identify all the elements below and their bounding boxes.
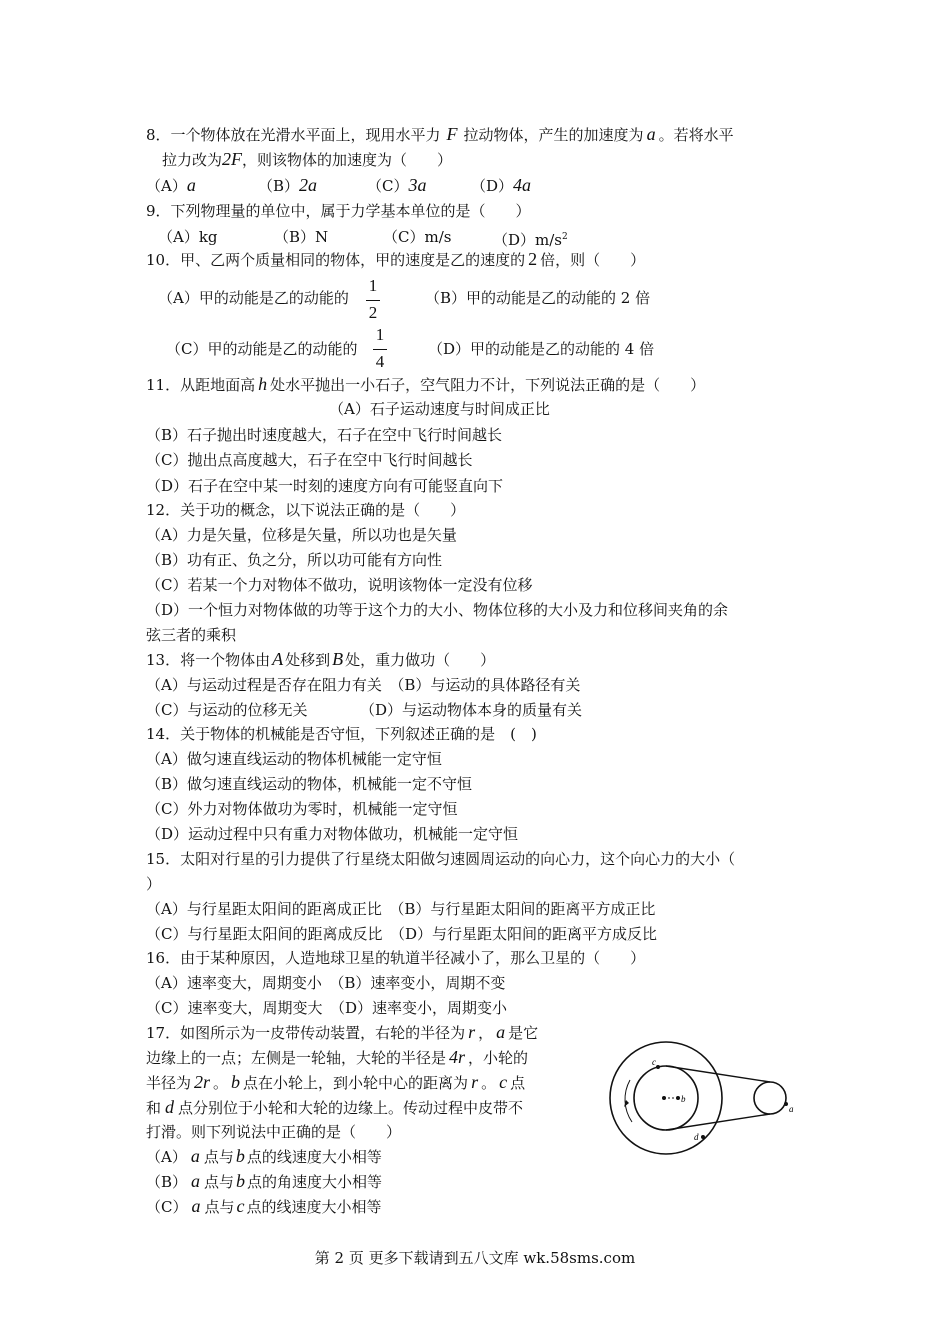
- q16-options-cd: （C）速率变大，周期变大 （D）速率变小，周期变小: [146, 999, 508, 1017]
- numerator: 1: [368, 276, 378, 295]
- q17-text: ，小轮的: [468, 1049, 529, 1067]
- q15-options-cd: （C）与行星距太阳间的距离成反比 （D）与行星距太阳间的距离平方成反比: [146, 925, 658, 943]
- option-label: （C）: [367, 177, 409, 195]
- fraction-bar: [373, 349, 387, 350]
- q17-var-b: b: [235, 1146, 245, 1166]
- q10-option-a: （A）甲的动能是乙的动能的: [158, 289, 349, 307]
- option-text: 点的角速度大小相等: [247, 1173, 383, 1191]
- belt-drive-diagram: [602, 1030, 802, 1155]
- q9-stem: 9．下列物理量的单位中，属于力学基本单位的是（ ）: [146, 202, 531, 220]
- q8-var-2F: 2F: [222, 149, 243, 169]
- q11-var-h: h: [258, 374, 268, 394]
- q9-option-a: （A）kg: [158, 228, 218, 246]
- q8-text: 。若将水平: [658, 126, 734, 144]
- q17-var-a: a: [191, 1196, 201, 1216]
- q16-options-ab: （A）速率变大，周期变小 （B）速率变小，周期不变: [146, 974, 506, 992]
- q13-text: 处，重力做功（ ）: [345, 651, 496, 669]
- q17-var-4r: 4r: [449, 1047, 466, 1067]
- q11-option-c: （C）抛出点高度越大，石子在空中飞行时间越长: [146, 451, 473, 469]
- point-a: [784, 1102, 788, 1106]
- q10-option-c: （C）甲的动能是乙的动能的: [166, 340, 358, 358]
- q17-text: ，: [478, 1024, 494, 1042]
- q17-var-r: r: [471, 1072, 479, 1092]
- q10-stem: [146, 249, 645, 270]
- q9-option-d: [493, 227, 568, 250]
- option-value: 4a: [513, 175, 532, 195]
- q12-stem: 12．关于功的概念，以下说法正确的是（ ）: [146, 501, 466, 519]
- option-label: （C）: [146, 1198, 188, 1216]
- denominator: 4: [375, 352, 385, 371]
- q8-option-a: [146, 175, 196, 196]
- q17-option-b: [146, 1171, 382, 1192]
- q17-option-c: [146, 1196, 382, 1217]
- point-c: [656, 1065, 660, 1069]
- belt-top: [666, 1066, 770, 1082]
- option-text: 点的线速度大小相等: [246, 1198, 382, 1216]
- q13-text: 13．将一个物体由: [146, 651, 271, 669]
- fraction-one-quarter: [373, 325, 387, 374]
- q8-text: ，则该物体的加速度为（ ）: [242, 151, 453, 169]
- q17-stem-line3: [146, 1072, 525, 1093]
- q17-option-a: [146, 1146, 382, 1167]
- q17-stem-line2: [146, 1047, 528, 1068]
- q14-option-b: （B）做匀速直线运动的物体，机械能一定不守恒: [146, 775, 473, 793]
- q10-num: 2: [528, 249, 538, 269]
- q13-stem: [146, 649, 495, 670]
- q17-var-d: d: [165, 1097, 175, 1117]
- q8-text: 拉力改为: [162, 151, 223, 169]
- q14-stem: 14．关于物体的机械能是否守恒，下列叙述正确的是 ( ): [146, 725, 537, 743]
- q11-option-a: （A）石子运动速度与时间成正比: [329, 400, 550, 418]
- q11-text: 11．从距地面高: [146, 376, 256, 394]
- q17-text: 边缘上的一点；左侧是一轮轴，大轮的半径是: [146, 1049, 447, 1067]
- q17-stem-line4: [146, 1097, 523, 1118]
- q11-option-d: （D）石子在空中某一时刻的速度方向有可能竖直向下: [146, 477, 504, 495]
- fraction-one-half: [366, 276, 380, 325]
- q17-stem-line1: [146, 1022, 538, 1043]
- q17-stem-line5: 打滑。则下列说法中正确的是（ ）: [146, 1123, 402, 1141]
- label-a: a: [789, 1104, 794, 1114]
- q10-text: 10．甲、乙两个质量相同的物体，甲的速度是乙的速度的: [146, 251, 526, 269]
- q8-var-a: a: [646, 124, 656, 144]
- q17-var-c: c: [236, 1196, 245, 1216]
- q13-var-A: A: [272, 649, 284, 669]
- q15-stem-line1: 15．太阳对行星的引力提供了行星绕太阳做匀速圆周运动的向心力，这个向心力的大小（: [146, 850, 736, 868]
- numerator: 1: [375, 325, 385, 344]
- q8-option-c: [367, 175, 426, 196]
- q13-text: 处移到: [285, 651, 331, 669]
- q14-option-d: （D）运动过程中只有重力对物体做功，机械能一定守恒: [146, 825, 519, 843]
- q11-stem: [146, 374, 705, 395]
- q8-stem-line2: [162, 149, 452, 170]
- q15-options-ab: （A）与行星距太阳间的距离成正比 （B）与行星距太阳间的距离平方成正比: [146, 900, 656, 918]
- page-footer: 第 2 页 更多下载请到五八文库 wk.58sms.com: [314, 1249, 636, 1267]
- q17-var-2r: 2r: [194, 1072, 211, 1092]
- label-b: b: [681, 1094, 686, 1104]
- option-label: （A）: [146, 1148, 187, 1166]
- q9-option-b: （B）N: [274, 228, 329, 246]
- q17-var-a: a: [191, 1171, 201, 1191]
- option-text: 点与: [203, 1148, 234, 1166]
- right-wheel: [754, 1082, 786, 1114]
- q16-stem: 16．由于某种原因，人造地球卫星的轨道半径减小了，那么卫星的（ ）: [146, 949, 646, 967]
- option-value: 3a: [408, 175, 427, 195]
- q17-var-b: b: [236, 1171, 246, 1191]
- option-value: a: [186, 175, 196, 195]
- q8-option-d: [471, 175, 531, 196]
- q12-option-d-line2: 弦三者的乘积: [146, 626, 237, 644]
- q12-option-a: （A）力是矢量，位移是矢量，所以功也是矢量: [146, 526, 457, 544]
- q17-text: 点: [510, 1074, 526, 1092]
- option-text: 点与: [204, 1173, 235, 1191]
- option-value: 2a: [299, 175, 318, 195]
- q12-option-d-line1: （D）一个恒力对物体做的功等于这个力的大小、物体位移的大小及力和位移间夹角的余: [146, 601, 729, 619]
- q8-option-b: [258, 175, 317, 196]
- superscript: 2: [562, 232, 568, 242]
- option-label: （A）: [146, 177, 187, 195]
- q13-options-ab: （A）与运动过程是否存在阻力有关 （B）与运动的具体路径有关: [146, 676, 581, 694]
- q8-stem-line1: [146, 124, 734, 145]
- q11-text: 处水平抛出一小石子，空气阻力不计，下列说法正确的是（ ）: [270, 376, 706, 394]
- q17-text: 17．如图所示为一皮带传动装置，右轮的半径为: [146, 1024, 466, 1042]
- q15-stem-line2: ）: [146, 875, 162, 893]
- q14-option-c: （C）外力对物体做功为零时，机械能一定守恒: [146, 800, 458, 818]
- option-label: （B）: [258, 177, 300, 195]
- label-d: d: [694, 1132, 699, 1142]
- q9-option-c: （C）m/s: [383, 228, 452, 246]
- option-text: 点与: [204, 1198, 235, 1216]
- option-label: （D）: [471, 177, 514, 195]
- q17-text: 是它: [508, 1024, 539, 1042]
- option-label: （B）: [146, 1173, 188, 1191]
- belt-bottom: [666, 1114, 770, 1130]
- q14-option-a: （A）做匀速直线运动的物体机械能一定守恒: [146, 750, 442, 768]
- q12-option-c: （C）若某一个力对物体不做功，说明该物体一定没有位移: [146, 576, 533, 594]
- fraction-bar: [366, 300, 380, 301]
- q17-var-a: a: [190, 1146, 200, 1166]
- q10-option-b: （B）甲的动能是乙的动能的 2 倍: [425, 289, 651, 307]
- q13-var-B: B: [332, 649, 344, 669]
- q8-var-F: F: [446, 124, 458, 144]
- q17-text: 和: [146, 1099, 162, 1117]
- option-text: （D）m/s: [493, 231, 563, 249]
- denominator: 2: [368, 303, 378, 322]
- q10-option-d: （D）甲的动能是乙的动能的 4 倍: [428, 340, 655, 358]
- q17-var-a: a: [496, 1022, 506, 1042]
- q17-text: 点在小轮上，到小轮中心的距离为: [243, 1074, 469, 1092]
- q17-var-r: r: [468, 1022, 476, 1042]
- q12-option-b: （B）功有正、负之分，所以功可能有方向性: [146, 551, 443, 569]
- q13-options-cd: （C）与运动的位移无关 （D）与运动物体本身的质量有关: [146, 701, 583, 719]
- option-text: 点的线速度大小相等: [246, 1148, 382, 1166]
- q8-text: 拉动物体，产生的加速度为: [463, 126, 644, 144]
- q10-text: 倍，则（ ）: [540, 251, 646, 269]
- q17-text: 半径为: [146, 1074, 192, 1092]
- q17-text: 。: [481, 1074, 497, 1092]
- label-c: c: [652, 1057, 656, 1067]
- q8-text: 8．一个物体放在光滑水平面上，现用水平力: [146, 126, 441, 144]
- point-b: [676, 1096, 680, 1100]
- q17-var-b: b: [231, 1072, 241, 1092]
- point-d: [701, 1135, 705, 1139]
- q17-var-c: c: [499, 1072, 508, 1092]
- q17-text: 。: [213, 1074, 229, 1092]
- q17-text: 点分别位于小轮和大轮的边缘上。传动过程中皮带不: [178, 1099, 524, 1117]
- q11-option-b: （B）石子抛出时速度越大，石子在空中飞行时间越长: [146, 426, 503, 444]
